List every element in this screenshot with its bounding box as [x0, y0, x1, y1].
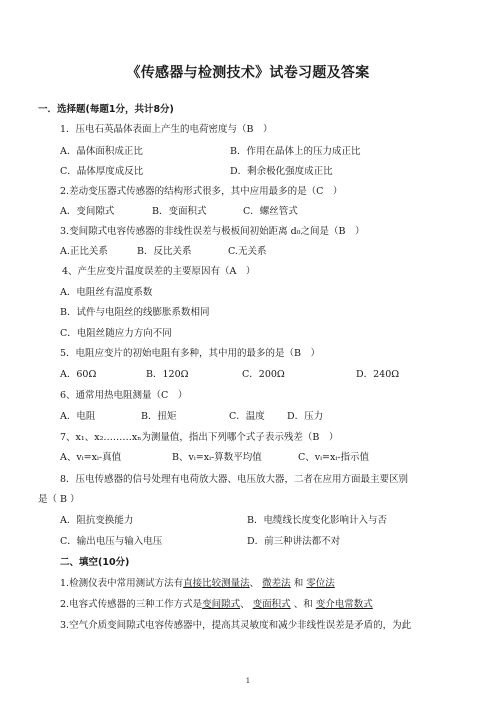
q8-option-d: D．前三种讲法都不对 [247, 536, 341, 547]
fill-2-sep-1: 、 [240, 599, 250, 610]
q8-option-c: C．输出电压与输入电压 [60, 536, 163, 547]
fill-2-answer-2: 变面积式 [252, 599, 291, 610]
q6-option-a: A．电阻 [60, 411, 96, 422]
q5-option-b: B．120Ω [146, 369, 189, 380]
question-7: 7、x₁、x₂………xₙ为测量值，指出下列哪个式子表示残差（B ） [60, 432, 339, 443]
q3-option-a: A.正比关系 [60, 246, 108, 257]
q7-option-c: C、vᵢ=xᵢ-指示值 [298, 452, 369, 463]
fill-2-answer-3: 变介电常数式 [315, 599, 373, 610]
q6-option-c: C．温度 [229, 411, 265, 422]
q6-option-d: D．压力 [287, 411, 324, 422]
q1-option-c: C．晶体厚度成反比 [60, 166, 144, 177]
fill-in-2 [60, 599, 373, 611]
fill-1-answer-3: 零位法 [306, 578, 335, 589]
q4-option-a: A．电阻丝有温度系数 [60, 287, 153, 298]
fill-in-1 [60, 578, 335, 590]
q8-option-a: A．阻抗变换能力 [60, 515, 134, 526]
fill-1-sep-2: 和 [293, 578, 304, 589]
fill-2-text-a: 2.电容式传感器的三种工作方式是 [60, 599, 203, 610]
q3-option-b: B．反比关系 [137, 246, 192, 257]
section-1-heading: 一．选择题(每题1分，共计8分) [38, 104, 174, 115]
fill-in-3: 3.空气介质变间隙式电容传感器中，提高其灵敏度和减少非线性误差是矛盾的，为此 [60, 620, 412, 631]
fill-1-sep-1: 、 [249, 578, 260, 589]
section-2-heading: 二、填空(10分) [60, 557, 130, 568]
question-2: 2.差动变压器式传感器的结构形式很多，其中应用最多的是（C ） [60, 186, 343, 197]
question-8-line-2: 是（ B ） [38, 494, 80, 505]
question-5: 5．电阻应变片的初始电阻有多种，其中用的最多的是（B ） [60, 348, 321, 359]
fill-1-answer-2: 微差法 [262, 578, 291, 589]
q7-option-a: A、vᵢ=xᵢ-真值 [60, 452, 122, 463]
q7-option-b: B、vᵢ=xᵢ-算数平均值 [172, 452, 262, 463]
fill-2-answer-1: 变间隙式 [202, 599, 241, 610]
q6-option-b: B．扭矩 [141, 411, 177, 422]
q2-option-b: B．变面积式 [152, 206, 207, 217]
question-1: 1．压电石英晶体表面上产生的电荷密度与（B ） [60, 124, 273, 135]
question-8-line-1: 8．压电传感器的信号处理有电荷放大器、电压放大器，二者在应用方面最主要区别 [60, 474, 409, 485]
question-6: 6、通常用热电阻测量（C ） [60, 390, 188, 401]
fill-1-answer-1: 直接比较测量法 [183, 578, 250, 589]
q4-option-c: C．电阻丝随应力方向不同 [60, 328, 172, 339]
q4-option-b: B．试件与电阻丝的线膨胀系数相同 [60, 307, 210, 318]
q2-option-c: C．螺丝管式 [243, 206, 298, 217]
q2-option-a: A．变间隙式 [60, 206, 115, 217]
page-number: 1 [245, 677, 251, 685]
question-3: 3.变间隙式电容传感器的非线性误差与极板间初始距离 d₀之间是（B ） [60, 226, 365, 237]
q8-option-b: B．电缆线长度变化影响计入与否 [247, 515, 387, 526]
fill-1-text-a: 1.检测仪表中常用测试方法有 [60, 578, 184, 589]
q5-option-d: D．240Ω [356, 369, 400, 380]
q5-option-a: A．60Ω [60, 369, 97, 380]
q1-option-a: A．晶体面积成正比 [60, 146, 143, 157]
question-4: 4、产生应变片温度误差的主要原因有（A ） [62, 266, 256, 277]
q1-option-d: D．剩余极化强度成正比 [230, 166, 333, 177]
fill-2-sep-2: 、和 [293, 599, 313, 610]
q3-option-c: C.无关系 [228, 246, 267, 257]
page-title: 《传感器与检测技术》试卷习题及答案 [126, 65, 370, 81]
q1-option-b: B．作用在晶体上的压力成正比 [230, 146, 361, 157]
q5-option-c: C．200Ω [242, 369, 285, 380]
